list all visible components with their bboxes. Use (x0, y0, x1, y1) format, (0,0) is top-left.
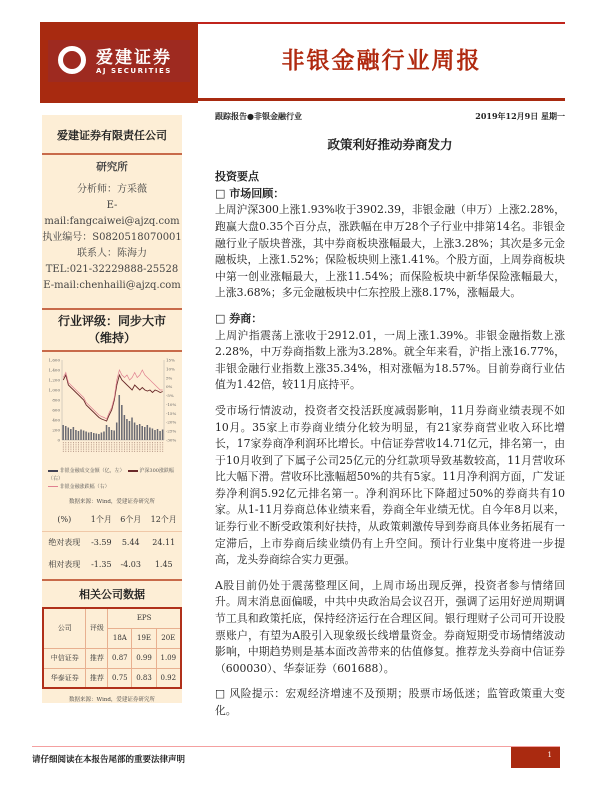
volume-bar (62, 425, 64, 440)
table-source: 数据来源：Wind，爱建证券研究所 (69, 697, 155, 703)
volume-bar (83, 431, 85, 441)
table-cell: 1.45 (154, 559, 173, 569)
volume-bar (68, 428, 70, 441)
volume-bar (147, 425, 149, 440)
market-review-text: 上周沪深300上涨1.93%收于3902.39，非银金融（申万）上涨2.28%，跑赢大盘0.35个百分点，涨跌幅在申万28个子行业中排第14名。非银金融行业子版块普涨，其中券商板块涨幅最大，上涨3.28%；其次是多元金融板块，上涨1.52%；保险板块则上涨1.41%。个股方面，上周券商板块中第一创业涨幅最大，上涨11.54%；而保险板块中新华保险涨幅最大，上涨3.68%；多元金融板块中仁东控股上涨8.17%，涨幅最大。 (215, 203, 565, 300)
table-cell: (%) (57, 515, 72, 525)
rating-note: （维持） (87, 331, 136, 345)
volume-bar (134, 423, 136, 441)
table-cell: 20E (156, 628, 181, 648)
volume-bar (119, 395, 121, 440)
table-cell: 0.99 (132, 648, 156, 668)
volume-bar (101, 433, 103, 441)
volume-bar (116, 423, 118, 441)
volume-bar (162, 430, 164, 441)
y-tick-right: -10% (166, 401, 177, 407)
volume-bar (88, 433, 90, 441)
analyst-email[interactable]: E-mail:fangcaiwei@ajzq.com (44, 200, 180, 227)
volume-bar (157, 429, 159, 440)
broker-heading: □ 券商： (215, 311, 263, 325)
y-tick-right: 0% (166, 384, 173, 390)
table-cell: 绝对表现 (48, 537, 81, 547)
table-cell: -1.35 (91, 559, 112, 569)
broker-text-1: 上周沪指震荡上涨收于2912.01，一周上涨1.39%。非银金融指数上涨2.28%，中万券商指数上涨为3.28%。就全年来看，沪指上涨16.77%，非银金融行业指数上涨35.34%，相对涨幅为18.57%。目前券商行业估值为1.42倍，较11月底持平。 (215, 328, 565, 392)
y-tick-right: -30% (166, 437, 177, 443)
table-cell: 公司 (43, 608, 86, 648)
y-tick-right: -20% (166, 419, 177, 425)
chart-source: 数据来源：Wind，爱建证券研究所 (69, 499, 155, 505)
y-tick-left: 800 (52, 397, 60, 403)
contact-email[interactable]: E-mail:chenhaili@ajzq.com (43, 280, 181, 291)
table-cell: 0.87 (108, 648, 132, 668)
table-cell: -3.59 (91, 537, 112, 547)
license-number: 执业编号：S0820518070001 (42, 232, 182, 243)
y-tick-left: 1,200 (48, 377, 60, 383)
y-tick-left: 400 (52, 417, 60, 423)
volume-bar (90, 432, 92, 440)
report-meta (215, 108, 565, 125)
table-cell: 推荐 (86, 648, 108, 668)
table-cell: 18A (108, 628, 132, 648)
section-title: 投资要点 (215, 170, 259, 184)
y-tick-left: 1,000 (48, 387, 60, 393)
y-tick-left: 1,400 (48, 367, 60, 373)
table-cell: 5.44 (121, 537, 140, 547)
contact-name: 联系人：陈海力 (77, 248, 147, 259)
sidebar (42, 115, 182, 703)
volume-bar (144, 427, 146, 440)
analyst-info (42, 182, 182, 294)
table-cell: 推荐 (86, 668, 108, 688)
table-row (43, 668, 181, 688)
volume-bar (78, 431, 80, 440)
table-cell: 华泰证券 (43, 668, 86, 688)
volume-bar (96, 434, 98, 441)
y-tick-right: -5% (166, 393, 174, 399)
volume-bar (65, 426, 67, 440)
performance-chart (42, 352, 182, 467)
headline: 政策利好推动券商发力 (327, 136, 453, 152)
industry-rating (42, 310, 182, 350)
volume-bar (159, 431, 161, 440)
table-cell: 1个月 (90, 515, 112, 525)
table-cell: 相对表现 (48, 559, 81, 569)
y-tick-left: 200 (52, 427, 60, 433)
legend-item: 非银金融成交金额（亿，左） (59, 468, 125, 474)
logo-icon (58, 46, 86, 74)
table-cell: 19E (132, 628, 156, 648)
volume-bar (113, 431, 115, 441)
y-tick-left: 600 (52, 407, 60, 413)
volume-bar (98, 434, 100, 440)
volume-bar (73, 427, 75, 440)
broker-text-2: 受市场行情波动，投资者交投活跃度减弱影响，11月券商业绩表现不如10月。35家上市券商业绩分化较为明显，有21家券商营业收入环比增长，17家券商净利润环比增长。中信证券营收14.71亿元，排名第一，由于10月收到了下属子公司25亿元的分红款项导致基数较高，11月营收环比大幅下滑。营收环比涨幅超50%的共有5家。11月净利润方面，广发证券净利润5.92亿元排名第一。净利润环比下降超过50%的券商共有10家。从1-11月券商总体业绩来看，券商全年业绩无忧。自今年8月以来，证券行业不断受政策利好扶持，从政策刺激传导到券商具体业务拓展有一定滞后，上市券商后续业绩仍有上升空间。预计行业集中度将进一步提高，龙头券商综合实力更强。 (215, 403, 565, 567)
performance-table (42, 509, 182, 575)
table-cell: 0.75 (108, 668, 132, 688)
y-tick-right: 10% (166, 366, 175, 372)
table-row (43, 648, 181, 668)
company-name: 爱建证券有限责任公司 (57, 129, 167, 142)
legal-disclaimer: 请仔细阅读在本报告尾部的重要法律声明 (32, 755, 186, 765)
report-title: 非银金融行业周报 (281, 48, 482, 74)
chart-legend (42, 467, 182, 491)
volume-bar (108, 427, 110, 440)
table-cell: 1.09 (156, 648, 181, 668)
table-row (42, 553, 182, 575)
y-tick-right: 5% (166, 375, 173, 381)
table-cell: -4.03 (120, 559, 141, 569)
table-cell: 0.92 (156, 668, 181, 688)
volume-bar (152, 429, 154, 441)
logo-text-en: AJ SECURITIES (96, 67, 172, 75)
institute-label: 研究所 (96, 161, 128, 173)
risk-warning: □ 风险提示：宏观经济增速不及预期；股票市场低迷；监管政策重大变化。 (215, 687, 565, 717)
volume-bar (129, 421, 131, 440)
volume-bar (70, 429, 72, 440)
company-data-table (42, 607, 182, 689)
volume-bar (141, 426, 143, 440)
volume-bar (126, 419, 128, 440)
report-type: 跟踪报告●非银金融行业 (215, 111, 302, 121)
table-cell: 12个月 (150, 515, 177, 525)
table-cell: 0.83 (132, 668, 156, 688)
report-date: 2019年12月9日 星期一 (475, 111, 565, 121)
volume-bar (149, 428, 151, 441)
volume-bar (106, 425, 108, 440)
table-cell: EPS (108, 608, 181, 628)
report-header (40, 22, 565, 101)
y-tick-right: -25% (166, 428, 177, 434)
volume-bar (93, 433, 95, 440)
related-companies-title: 相关公司数据 (79, 588, 145, 601)
contact-tel: TEL:021-32229888-25528 (45, 264, 179, 275)
y-tick-right: -15% (166, 410, 177, 416)
legend-item: 沪深300涨跌幅（右） (48, 468, 174, 482)
table-row (42, 531, 182, 553)
volume-bar (124, 415, 126, 440)
volume-bar (136, 425, 138, 440)
table-cell: 中信证券 (43, 648, 86, 668)
volume-bar (139, 424, 141, 440)
y-tick-left: 0 (57, 437, 60, 443)
analyst-name: 分析师：方采薇 (77, 184, 147, 195)
volume-bar (121, 405, 123, 440)
y-tick-left: 1,600 (48, 357, 60, 363)
volume-bar (154, 430, 156, 440)
company-logo (40, 22, 198, 103)
volume-bar (80, 430, 82, 441)
volume-bar (85, 432, 87, 441)
broker-text-3: A股目前仍处于震荡整理区间，上周市场出现反弹，投资者参与情绪回升。周末消息面偏暖，中共中央政治局会议召开，强调了运用好逆周期调节工具和政策托底，保持经济运行在合理区间。银行理财子公司可开设股票账户，有望为A股引入现象级长线增量资金。券商短期受市场情绪波动影响，中期趋势则是基本面改善带来的估值修复。推荐龙头券商中信证券（600030）、华泰证券（601688）。 (215, 578, 565, 675)
market-review-heading: □ 市场回顾： (215, 186, 285, 200)
logo-text-cn: 爱建证券 (96, 48, 172, 68)
page-number: 1 (511, 747, 560, 768)
volume-bar (111, 430, 113, 440)
hs300-line (63, 375, 162, 421)
table-cell: 评级 (86, 608, 108, 648)
footer-divider (32, 746, 560, 747)
table-cell: 24.11 (152, 537, 176, 547)
rating-value: 行业评级：同步大市 (57, 314, 166, 328)
table-cell: 6个月 (120, 515, 142, 525)
volume-bar (103, 432, 105, 441)
volume-bar (131, 418, 133, 441)
y-tick-right: 15% (166, 357, 175, 363)
main-content (215, 108, 565, 729)
legend-item: 非银金融涨跌幅（右） (59, 484, 110, 490)
volume-bar (75, 430, 77, 440)
